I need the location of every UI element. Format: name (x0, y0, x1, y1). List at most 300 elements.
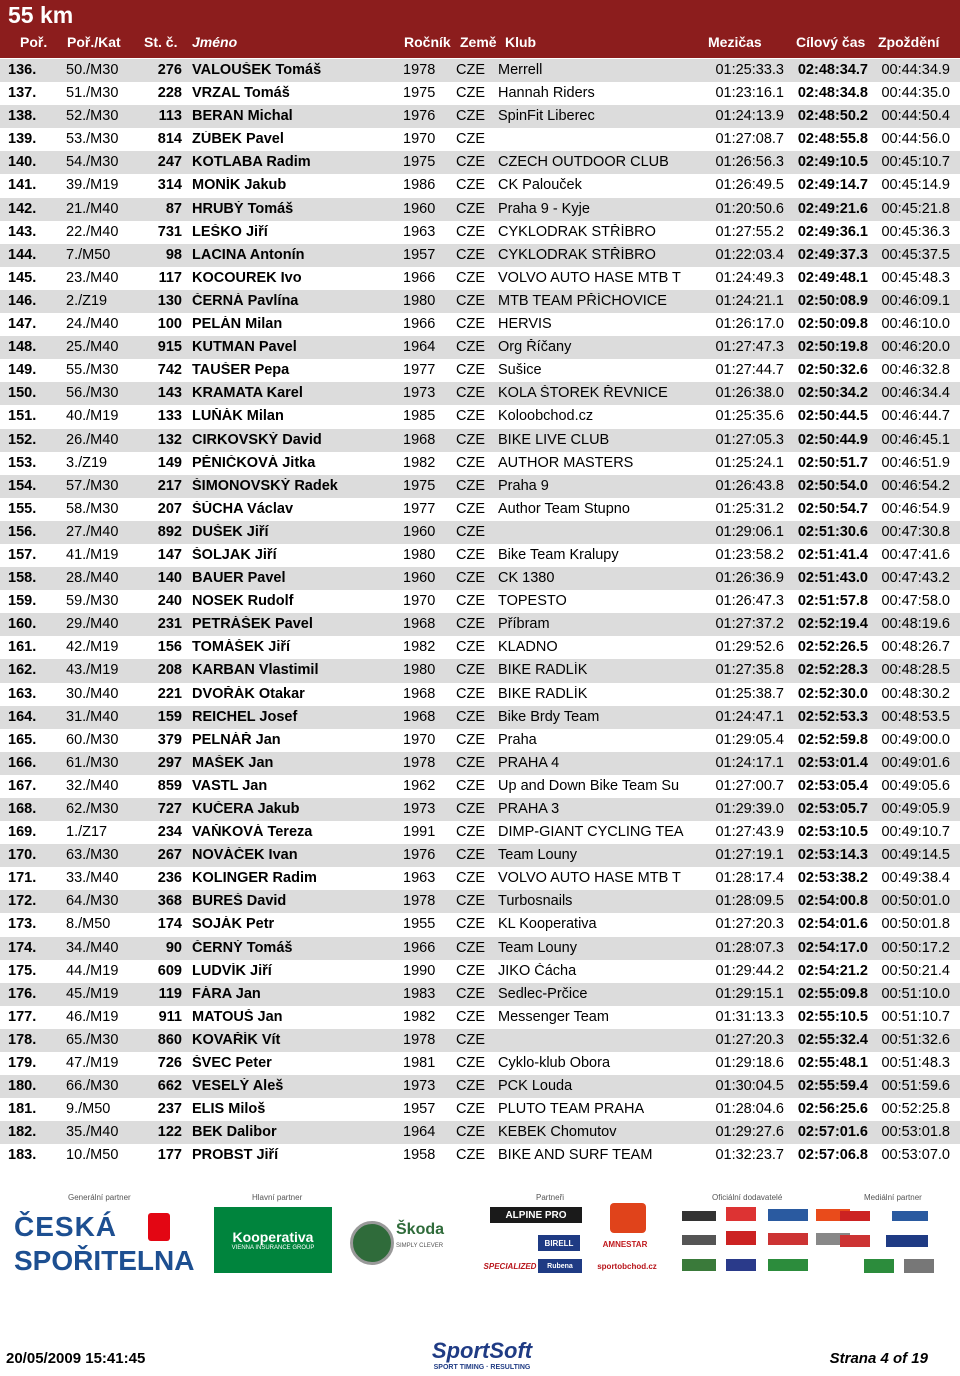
start-number-cell: 147 (157, 546, 182, 563)
category-rank-cell: 33./M40 (66, 870, 119, 887)
country-cell: CZE (456, 431, 485, 448)
table-row (0, 244, 960, 267)
year-cell: 1960 (403, 570, 436, 587)
category-rank-cell: 53./M30 (66, 131, 119, 148)
rank-cell: 164. (8, 708, 37, 725)
rank-cell: 143. (8, 223, 37, 240)
rank-cell: 137. (8, 85, 37, 102)
country-cell: CZE (456, 731, 485, 748)
country-cell: CZE (456, 962, 485, 979)
year-cell: 1957 (403, 246, 436, 263)
name-cell: KRAMATA Karel (192, 385, 303, 402)
official-suppliers-label: Oficiální dodavatelé (712, 1193, 783, 1202)
sportobchod-logo: sportobchod.cz (597, 1261, 657, 1271)
split-time-cell: 01:28:17.4 (715, 870, 784, 887)
start-number-cell: 267 (157, 847, 182, 864)
year-cell: 1982 (403, 1008, 436, 1025)
gap-cell: 00:49:38.4 (881, 870, 950, 887)
category-rank-cell: 32./M40 (66, 777, 119, 794)
start-number-cell: 119 (158, 985, 182, 1002)
club-cell: Team Louny (498, 939, 577, 956)
red-partner-logo (610, 1203, 646, 1233)
split-time-cell: 01:26:56.3 (715, 154, 784, 171)
table-row (0, 59, 960, 82)
category-rank-cell: 27./M40 (66, 523, 119, 540)
gap-cell: 00:46:34.4 (881, 385, 950, 402)
finish-time-cell: 02:53:01.4 (797, 754, 868, 771)
finish-time-cell: 02:48:34.7 (797, 62, 868, 78)
birell-logo: BIRELL (538, 1235, 580, 1251)
rank-cell: 166. (8, 754, 37, 771)
category-rank-cell: 65./M30 (66, 1031, 119, 1048)
table-row (0, 683, 960, 706)
country-cell: CZE (456, 500, 485, 517)
gap-cell: 00:49:00.0 (881, 731, 950, 748)
country-cell: CZE (456, 292, 485, 309)
year-cell: 1958 (403, 1147, 436, 1164)
category-rank-cell: 62./M30 (66, 801, 119, 817)
country-cell: CZE (456, 316, 485, 333)
finish-time-cell: 02:52:30.0 (797, 685, 868, 702)
finish-time-cell: 02:50:09.8 (797, 316, 868, 333)
split-time-cell: 01:24:21.1 (715, 292, 784, 309)
start-number-cell: 113 (158, 108, 182, 125)
gap-cell: 00:45:10.7 (881, 154, 950, 171)
amnestar-logo: AMNESTAR (602, 1239, 648, 1249)
year-cell: 1960 (403, 200, 436, 217)
split-time-cell: 01:24:13.9 (715, 108, 784, 125)
club-cell: AUTHOR MASTERS (498, 454, 634, 471)
rank-cell: 175. (8, 962, 37, 979)
rank-cell: 182. (8, 1124, 37, 1141)
finish-time-cell: 02:53:38.2 (797, 870, 868, 887)
name-cell: KOTLABA Radim (192, 154, 311, 171)
year-cell: 1963 (403, 223, 436, 240)
table-row (0, 174, 960, 197)
rank-cell: 154. (8, 477, 37, 494)
table-row (0, 913, 960, 936)
finish-time-cell: 02:49:37.3 (797, 246, 868, 263)
start-number-cell: 731 (157, 223, 182, 240)
main-partner-label: Hlavní partner (252, 1193, 303, 1202)
gap-cell: 00:47:30.8 (881, 523, 950, 540)
table-row (0, 1121, 960, 1144)
gap-cell: 00:44:50.4 (881, 108, 950, 125)
year-cell: 1966 (403, 316, 436, 333)
club-cell: KLADNO (498, 639, 558, 656)
table-row (0, 1075, 960, 1098)
year-cell: 1973 (403, 1078, 436, 1095)
gap-cell: 00:45:48.3 (881, 269, 950, 286)
rank-cell: 177. (8, 1008, 37, 1025)
year-cell: 1970 (403, 131, 436, 148)
finish-time-cell: 02:54:01.6 (797, 916, 868, 933)
club-cell: KEBEK Chomutov (498, 1124, 617, 1141)
media-partner-logos (840, 1203, 950, 1279)
year-cell: 1990 (403, 962, 436, 979)
year-cell: 1982 (403, 639, 436, 656)
club-cell: Team Louny (498, 847, 577, 864)
table-row (0, 1006, 960, 1029)
year-cell: 1968 (403, 431, 436, 448)
club-cell: Bike Brdy Team (498, 708, 600, 725)
category-rank-cell: 64./M30 (66, 893, 119, 910)
rank-cell: 183. (8, 1147, 37, 1164)
finish-time-cell: 02:50:51.7 (797, 454, 868, 471)
finish-time-cell: 02:50:54.7 (797, 500, 868, 517)
gap-cell: 00:53:07.0 (881, 1147, 950, 1164)
country-cell: CZE (456, 616, 485, 633)
name-cell: TAUŠER Pepa (192, 362, 290, 379)
year-cell: 1983 (403, 985, 436, 1002)
start-number-cell: 140 (157, 570, 182, 587)
start-number-cell: 98 (165, 246, 182, 263)
country-cell: CZE (456, 1008, 485, 1025)
name-cell: PELNÁŘ Jan (192, 731, 281, 748)
country-cell: CZE (456, 824, 485, 841)
rank-cell: 159. (8, 593, 37, 610)
club-cell: CZECH OUTDOOR CLUB (498, 154, 669, 171)
rank-cell: 158. (8, 570, 37, 587)
table-row (0, 890, 960, 913)
category-rank-cell: 31./M40 (66, 708, 119, 725)
country-cell: CZE (456, 108, 485, 125)
club-cell: Messenger Team (498, 1008, 609, 1025)
gap-cell: 00:45:14.9 (881, 177, 950, 194)
finish-time-cell: 02:52:19.4 (797, 616, 868, 633)
finish-time-cell: 02:52:53.3 (797, 708, 868, 725)
club-cell: PRAHA 4 (498, 754, 560, 771)
country-cell: CZE (456, 1031, 485, 1048)
start-number-cell: 662 (157, 1078, 182, 1095)
gap-cell: 00:49:10.7 (881, 824, 950, 841)
country-cell: CZE (456, 1078, 485, 1095)
partners-strip (6, 1187, 954, 1285)
year-cell: 1981 (403, 1055, 436, 1072)
gap-cell: 00:48:28.5 (881, 662, 950, 679)
country-cell: CZE (456, 339, 485, 356)
finish-time-cell: 02:50:19.8 (797, 339, 868, 356)
start-number-cell: 87 (165, 200, 182, 217)
col-header-finish-time: Cílový čas (796, 34, 866, 50)
name-cell: REICHEL Josef (192, 708, 298, 725)
rank-cell: 180. (8, 1078, 37, 1095)
gap-cell: 00:49:14.5 (881, 847, 950, 864)
country-cell: CZE (456, 708, 485, 725)
name-cell: BEK Dalibor (192, 1124, 277, 1141)
general-partner-label: Generální partner (68, 1193, 131, 1202)
col-header-club: Klub (505, 34, 537, 50)
table-row (0, 867, 960, 890)
start-number-cell: 297 (157, 754, 182, 771)
table-row (0, 844, 960, 867)
gap-cell: 00:46:45.1 (881, 431, 950, 448)
col-header-name: Jméno (192, 34, 238, 50)
name-cell: VRZAL Tomáš (192, 85, 290, 102)
finish-time-cell: 02:53:10.5 (797, 824, 868, 841)
category-rank-cell: 56./M30 (66, 385, 119, 402)
finish-time-cell: 02:57:01.6 (797, 1124, 868, 1141)
club-cell: Merrell (498, 62, 543, 78)
club-cell: Cyklo-klub Obora (498, 1055, 611, 1072)
table-row (0, 521, 960, 544)
finish-time-cell: 02:54:00.8 (797, 893, 868, 910)
split-time-cell: 01:27:47.3 (715, 339, 784, 356)
rank-cell: 142. (8, 200, 37, 217)
start-number-cell: 609 (157, 962, 182, 979)
rank-cell: 162. (8, 662, 37, 679)
country-cell: CZE (456, 385, 485, 402)
split-time-cell: 01:25:35.6 (715, 408, 784, 425)
col-header-rank: Poř. (20, 34, 48, 50)
name-cell: LACINA Antonín (192, 246, 305, 263)
rank-cell: 151. (8, 408, 37, 425)
split-time-cell: 01:27:43.9 (715, 824, 784, 841)
category-rank-cell: 66./M30 (66, 1078, 119, 1095)
table-row (0, 636, 960, 659)
split-time-cell: 01:25:31.2 (715, 500, 784, 517)
finish-time-cell: 02:48:50.2 (797, 108, 868, 125)
rank-cell: 179. (8, 1055, 37, 1072)
club-cell: Bike Team Kralupy (498, 546, 619, 563)
name-cell: VALOUŠEK Tomáš (192, 62, 322, 78)
club-cell: PLUTO TEAM PRAHA (498, 1101, 645, 1118)
year-cell: 1957 (403, 1101, 436, 1118)
category-rank-cell: 39./M19 (66, 177, 119, 194)
rank-cell: 160. (8, 616, 37, 633)
category-rank-cell: 44./M19 (66, 962, 119, 979)
split-time-cell: 01:25:24.1 (715, 454, 784, 471)
year-cell: 1976 (403, 847, 436, 864)
table-row (0, 1098, 960, 1121)
year-cell: 1986 (403, 177, 436, 194)
col-header-year: Ročník (404, 34, 451, 50)
start-number-cell: 143 (157, 385, 182, 402)
gap-cell: 00:50:17.2 (881, 939, 950, 956)
split-time-cell: 01:30:04.5 (715, 1078, 784, 1095)
start-number-cell: 133 (157, 408, 182, 425)
name-cell: BAUER Pavel (192, 570, 286, 587)
start-number-cell: 240 (157, 593, 182, 610)
gap-cell: 00:46:54.2 (881, 477, 950, 494)
start-number-cell: 177 (157, 1147, 182, 1164)
start-number-cell: 90 (165, 939, 182, 956)
gap-cell: 00:53:01.8 (881, 1124, 950, 1141)
country-cell: CZE (456, 639, 485, 656)
split-time-cell: 01:23:16.1 (715, 85, 784, 102)
start-number-cell: 149 (157, 454, 182, 471)
name-cell: MAŠEK Jan (192, 754, 274, 771)
club-cell: Hannah Riders (498, 85, 595, 102)
name-cell: PROBST Jiří (192, 1147, 279, 1164)
year-cell: 1966 (403, 939, 436, 956)
split-time-cell: 01:24:49.3 (715, 269, 784, 286)
name-cell: ŠVEC Peter (192, 1055, 272, 1072)
table-row (0, 221, 960, 244)
gap-cell: 00:51:48.3 (881, 1055, 950, 1072)
country-cell: CZE (456, 985, 485, 1002)
year-cell: 1964 (403, 339, 436, 356)
gap-cell: 00:50:01.8 (881, 916, 950, 933)
finish-time-cell: 02:50:34.2 (797, 385, 868, 402)
club-cell: VOLVO AUTO HASE MTB T (498, 269, 681, 286)
year-cell: 1968 (403, 708, 436, 725)
table-row (0, 983, 960, 1006)
category-rank-cell: 25./M40 (66, 339, 119, 356)
page-title: 55 km (8, 2, 74, 28)
start-number-cell: 117 (158, 269, 182, 286)
country-cell: CZE (456, 870, 485, 887)
rank-cell: 167. (8, 777, 37, 794)
gap-cell: 00:51:59.6 (881, 1078, 950, 1095)
category-rank-cell: 50./M30 (66, 62, 119, 78)
rank-cell: 172. (8, 893, 37, 910)
split-time-cell: 01:29:52.6 (715, 639, 784, 656)
col-header-country: Země (460, 34, 497, 50)
gap-cell: 00:46:44.7 (881, 408, 950, 425)
country-cell: CZE (456, 477, 485, 494)
gap-cell: 00:49:01.6 (881, 754, 950, 771)
start-number-cell: 276 (157, 62, 182, 78)
country-cell: CZE (456, 1055, 485, 1072)
country-cell: CZE (456, 847, 485, 864)
club-cell: MTB TEAM PŘÍCHOVICE (498, 292, 667, 309)
split-time-cell: 01:26:47.3 (715, 593, 784, 610)
category-rank-cell: 7./M50 (66, 246, 111, 263)
gap-cell: 00:49:05.6 (881, 777, 950, 794)
table-row (0, 821, 960, 844)
start-number-cell: 237 (157, 1101, 182, 1118)
split-time-cell: 01:25:33.3 (715, 62, 784, 78)
split-time-cell: 01:26:43.8 (715, 477, 784, 494)
finish-time-cell: 02:55:09.8 (797, 985, 868, 1002)
year-cell: 1980 (403, 662, 436, 679)
table-row (0, 198, 960, 221)
skoda-logo: Škoda SIMPLY CLEVER (342, 1215, 462, 1271)
category-rank-cell: 24./M40 (66, 316, 119, 333)
year-cell: 1978 (403, 1031, 436, 1048)
split-time-cell: 01:27:35.8 (715, 662, 784, 679)
split-time-cell: 01:27:37.2 (715, 616, 784, 633)
year-cell: 1968 (403, 616, 436, 633)
country-cell: CZE (456, 893, 485, 910)
club-cell: Koloobchod.cz (498, 408, 594, 425)
year-cell: 1955 (403, 916, 436, 933)
start-number-cell: 911 (158, 1008, 182, 1025)
start-number-cell: 122 (157, 1124, 182, 1141)
table-row (0, 359, 960, 382)
rank-cell: 140. (8, 154, 37, 171)
split-time-cell: 01:27:20.3 (715, 916, 784, 933)
rank-cell: 181. (8, 1101, 37, 1118)
finish-time-cell: 02:50:08.9 (797, 292, 868, 309)
name-cell: ČERNÁ Pavlína (192, 292, 299, 309)
year-cell: 1977 (403, 500, 436, 517)
club-cell: Org Říčany (498, 339, 572, 356)
rank-cell: 149. (8, 362, 37, 379)
country-cell: CZE (456, 246, 485, 263)
start-number-cell: 368 (157, 893, 182, 910)
country-cell: CZE (456, 939, 485, 956)
table-row (0, 336, 960, 359)
club-cell: Praha 9 - Kyje (498, 200, 590, 217)
year-cell: 1973 (403, 385, 436, 402)
gap-cell: 00:48:53.5 (881, 708, 950, 725)
table-row (0, 1029, 960, 1052)
year-cell: 1978 (403, 754, 436, 771)
finish-time-cell: 02:55:48.1 (797, 1055, 868, 1072)
gap-cell: 00:52:25.8 (881, 1101, 950, 1118)
start-number-cell: 231 (157, 616, 182, 633)
name-cell: LEŠKO Jiří (192, 223, 268, 240)
country-cell: CZE (456, 685, 485, 702)
name-cell: ŠIMONOVSKÝ Radek (192, 477, 338, 494)
split-time-cell: 01:27:20.3 (715, 1031, 784, 1048)
gap-cell: 00:46:09.1 (881, 292, 950, 309)
club-cell: CYKLODRAK STŘÍBRO (498, 246, 656, 263)
name-cell: DUŠEK Jiří (192, 523, 269, 540)
rank-cell: 144. (8, 246, 37, 263)
start-number-cell: 814 (157, 131, 182, 148)
finish-time-cell: 02:49:21.6 (797, 200, 868, 217)
gap-cell: 00:48:30.2 (881, 685, 950, 702)
club-cell: HERVIS (498, 316, 552, 333)
rank-cell: 176. (8, 985, 37, 1002)
finish-time-cell: 02:49:48.1 (797, 269, 868, 286)
category-rank-cell: 23./M40 (66, 269, 119, 286)
gap-cell: 00:45:37.5 (881, 246, 950, 263)
gap-cell: 00:44:34.9 (881, 62, 950, 78)
finish-time-cell: 02:53:05.7 (797, 801, 868, 817)
country-cell: CZE (456, 154, 485, 171)
year-cell: 1991 (403, 824, 436, 841)
page-number: Strana 4 of 19 (829, 1350, 928, 1367)
split-time-cell: 01:29:39.0 (715, 801, 784, 817)
club-cell: Praha (498, 731, 537, 748)
category-rank-cell: 59./M30 (66, 593, 119, 610)
start-number-cell: 100 (157, 316, 182, 333)
start-number-cell: 742 (157, 362, 182, 379)
start-number-cell: 234 (157, 824, 182, 841)
category-rank-cell: 30./M40 (66, 685, 119, 702)
finish-time-cell: 02:54:17.0 (797, 939, 868, 956)
category-rank-cell: 26./M40 (66, 431, 119, 448)
category-rank-cell: 9./M50 (66, 1101, 111, 1118)
rank-cell: 171. (8, 870, 37, 887)
rank-cell: 174. (8, 939, 37, 956)
name-cell: KOCOUREK Ivo (192, 269, 302, 286)
finish-time-cell: 02:49:36.1 (797, 223, 868, 240)
table-row (0, 1144, 960, 1167)
name-cell: LUDVÍK Jiří (192, 962, 272, 979)
name-cell: VAŇKOVÁ Tereza (192, 824, 313, 841)
category-rank-cell: 42./M19 (66, 639, 119, 656)
gap-cell: 00:50:01.0 (881, 893, 950, 910)
start-number-cell: 726 (157, 1055, 182, 1072)
finish-time-cell: 02:56:25.6 (797, 1101, 868, 1118)
rank-cell: 153. (8, 454, 37, 471)
finish-time-cell: 02:55:10.5 (797, 1008, 868, 1025)
gap-cell: 00:44:35.0 (881, 85, 950, 102)
year-cell: 1982 (403, 454, 436, 471)
finish-time-cell: 02:50:54.0 (797, 477, 868, 494)
name-cell: MATOUŠ Jan (192, 1008, 283, 1025)
name-cell: MONÍK Jakub (192, 177, 287, 194)
gap-cell: 00:48:19.6 (881, 616, 950, 633)
finish-time-cell: 02:50:44.5 (797, 408, 868, 425)
rank-cell: 161. (8, 639, 37, 656)
category-rank-cell: 22./M40 (66, 223, 119, 240)
